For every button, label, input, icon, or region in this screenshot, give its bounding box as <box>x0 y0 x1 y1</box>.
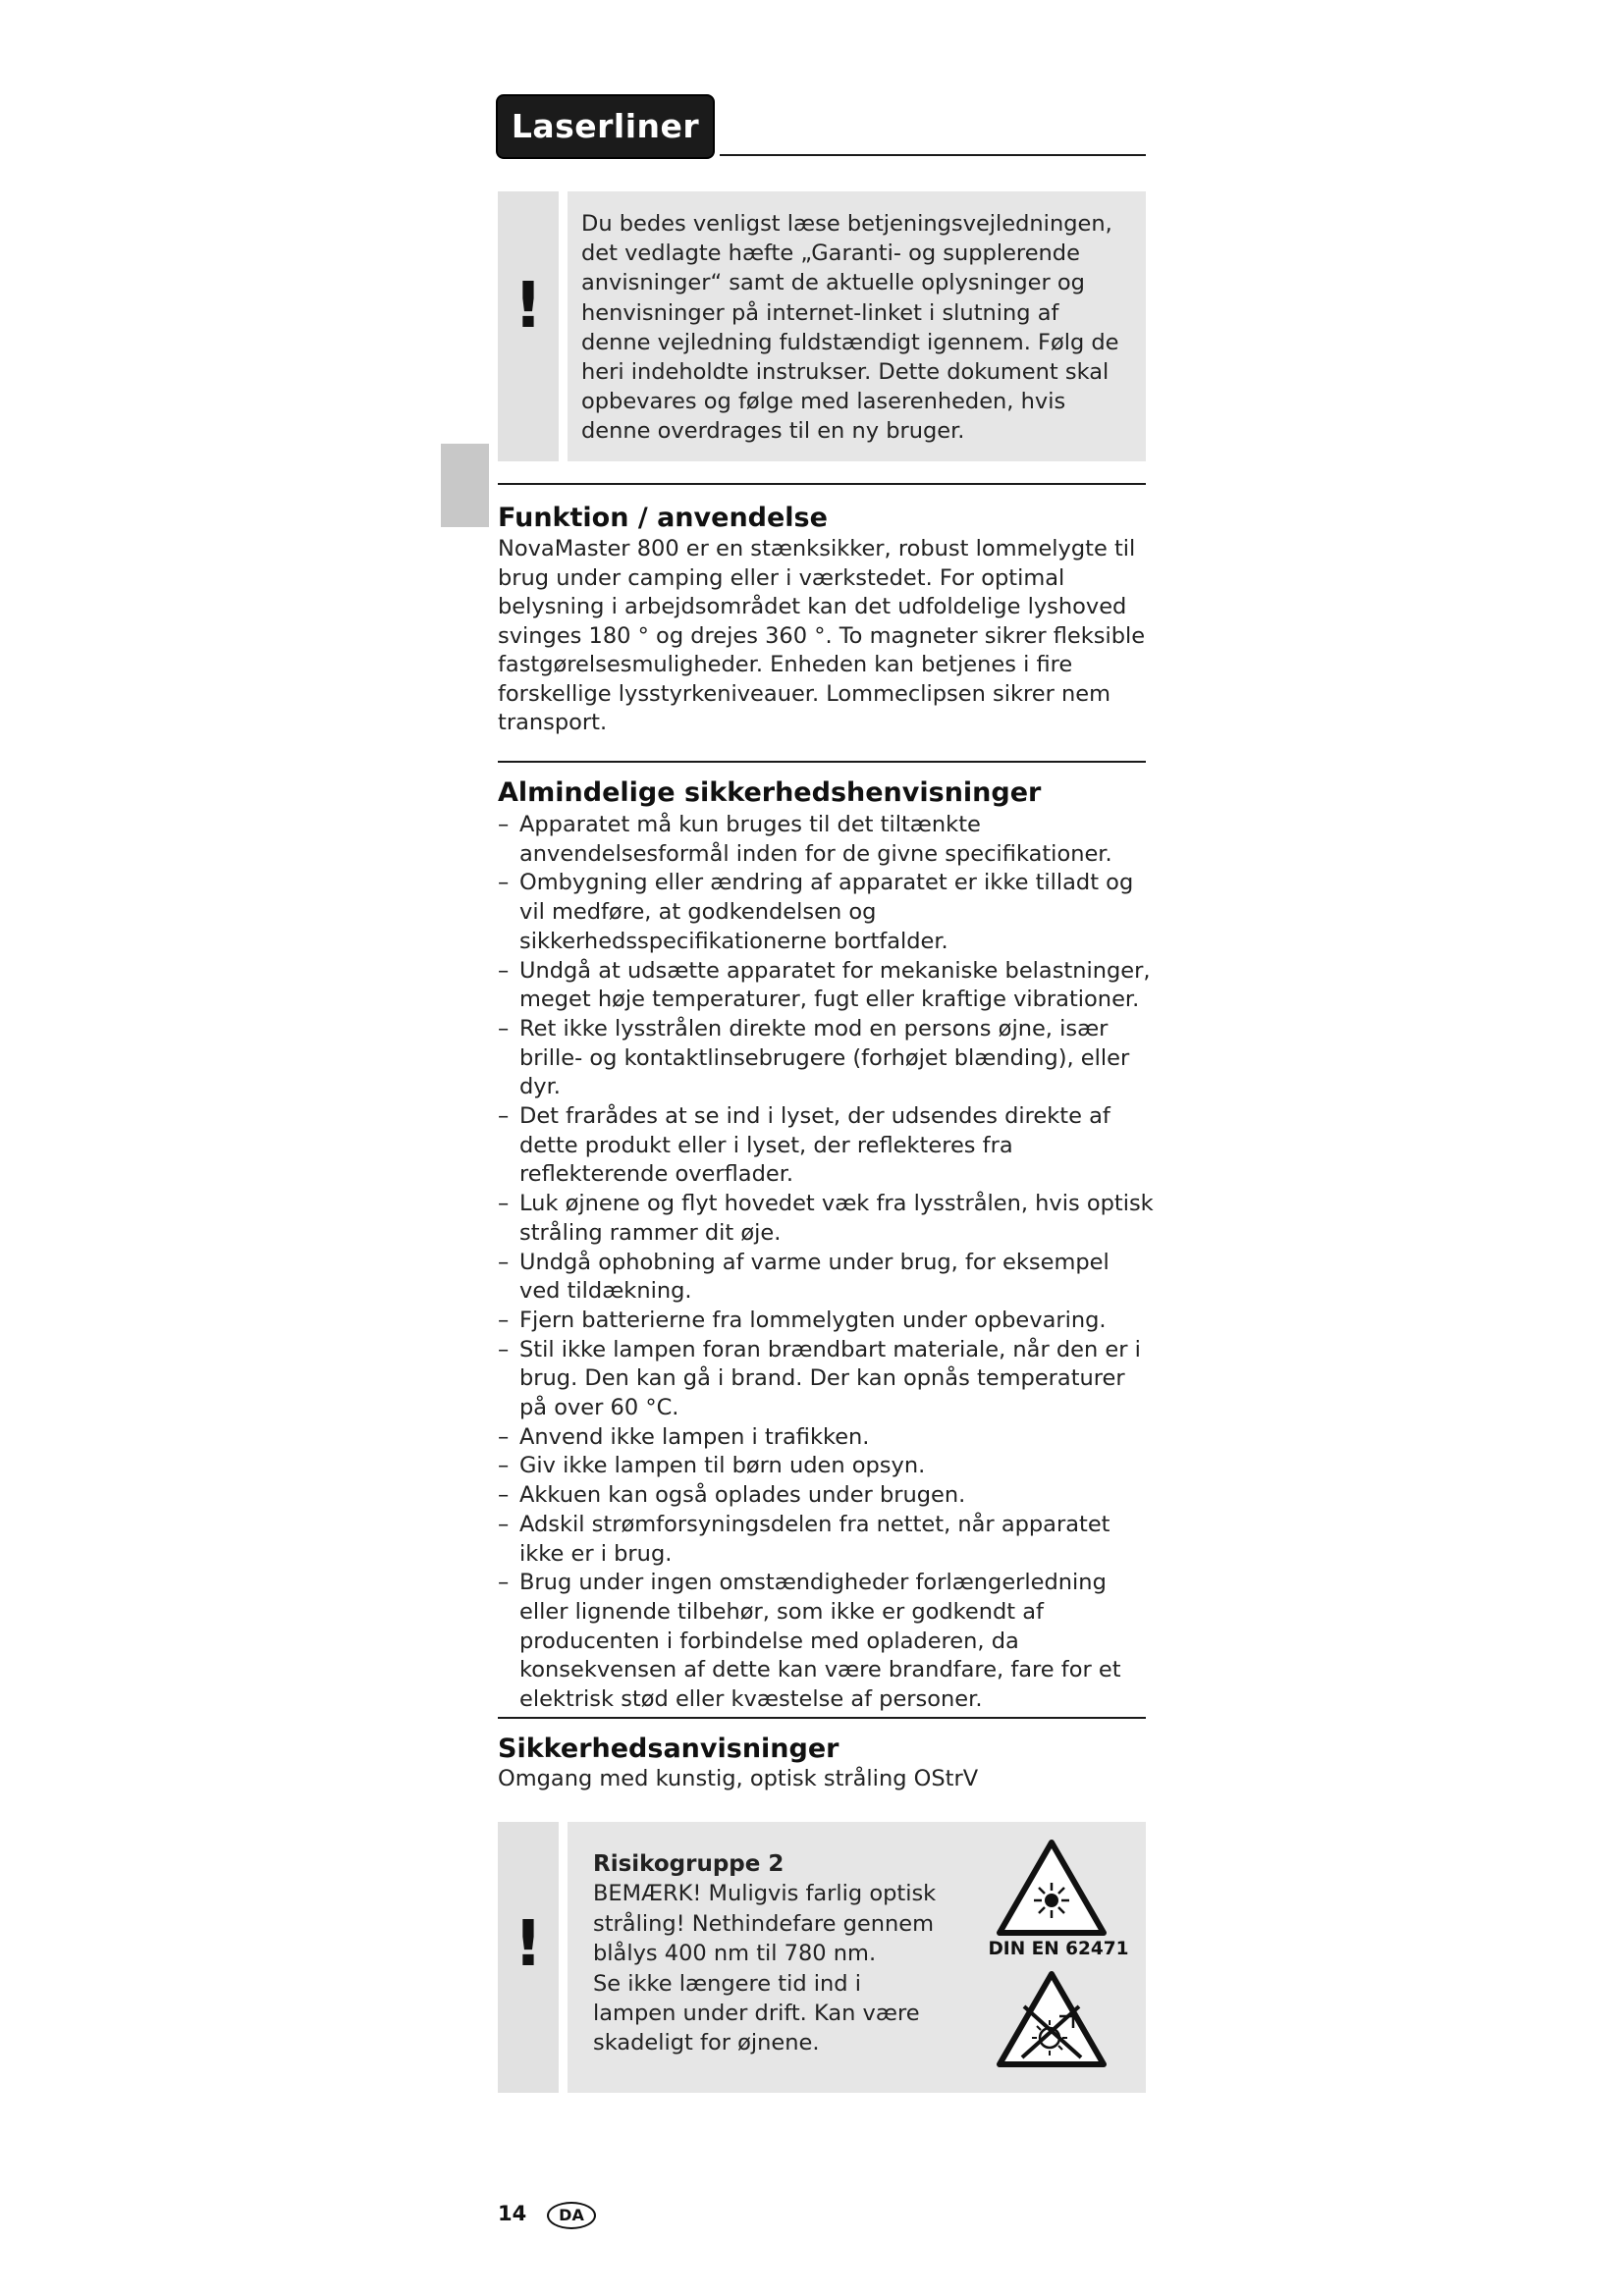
notice-text: Du bedes venligst læse betjeningsvejledningen, det vedlagte hæfte „Garanti- og supplerende anvisninger“ samt de aktuelle oplysninger og henvisninger på internet-linket i slutning af denne vejledning fuldstændigt igennem. Følg de heri indeholdte instrukser. Dette dokument skal opbevares og følge med laserenheden, hvis denne overdrages til en ny bruger. <box>581 211 1119 445</box>
list-item: – Ombygning eller ændring af apparatet er ikke tilladt og vil medføre, at godkendelsen og sikkerhedsspecifikationerne bortfalder. <box>498 869 1156 956</box>
list-item: – Akkuen kan også oplades under brugen. <box>498 1481 1156 1511</box>
list-item: – Fjern batterierne fra lommelygten under opbevaring. <box>498 1307 1156 1336</box>
notice-box <box>498 191 1146 461</box>
function-heading: Funktion / anvendelse <box>498 503 828 533</box>
risk-instruction-text: Se ikke længere tid ind i lampen under drift. Kan være skadeligt for øjnene. <box>593 1970 920 2056</box>
exclamation-icon: ! <box>514 270 543 343</box>
list-item: – Luk øjnene og flyt hovedet væk fra lysstrålen, hvis optisk stråling rammer dit øje. <box>498 1190 1156 1248</box>
din-standard-label: DIN EN 62471 <box>988 1939 1129 1959</box>
section-rule <box>498 483 1146 485</box>
page-number: 14 <box>498 2202 527 2225</box>
optical-radiation-warning-icon <box>995 1838 1109 1940</box>
list-item: – Adskil strømforsyningsdelen fra nettet, når apparatet ikke er i brug. <box>498 1511 1156 1569</box>
do-not-stare-into-lamp-icon <box>995 1969 1109 2071</box>
safety-subtitle: Omgang med kunstig, optisk stråling OStrV <box>498 1766 979 1791</box>
list-item: – Undgå ophobning af varme under brug, for eksempel ved tildækning. <box>498 1249 1156 1307</box>
list-item: – Anvend ikke lampen i trafikken. <box>498 1423 1156 1453</box>
risk-group-title: Risikogruppe 2 <box>593 1851 785 1877</box>
list-item: – Stil ikke lampen foran brændbart materiale, når den er i brug. Den kan gå i brand. Der kan opnås temperaturer på over 60 °C. <box>498 1336 1156 1423</box>
risk-text <box>593 1849 947 2058</box>
list-item: – Apparatet må kun bruges til det tiltænkte anvendelsesformål inden for de givne specifikationer. <box>498 811 1156 869</box>
list-item: – Brug under ingen omstændigheder forlængerledning eller lignende tilbehør, som ikke er godkendt af producenten i forbindelse med opladeren, da konsekvensen af dette kan være brandfare, fare for et elektrisk stød eller kvæstelse af personer. <box>498 1569 1156 1715</box>
risk-group-box <box>498 1822 1146 2093</box>
safety-heading: Sikkerhedsanvisninger <box>498 1734 839 1764</box>
list-item: – Giv ikke lampen til børn uden opsyn. <box>498 1452 1156 1481</box>
exclamation-icon: ! <box>514 1908 543 1981</box>
section-rule <box>498 1717 1146 1719</box>
list-item: – Det frarådes at se ind i lyset, der udsendes direkte af dette produkt eller i lyset, der reflekteres fra reflekterende overflader. <box>498 1102 1156 1190</box>
header-rule <box>720 154 1146 156</box>
list-item: – Ret ikke lysstrålen direkte mod en persons øjne, især brille- og kontaktlinsebrugere (forhøjet blænding), eller dyr. <box>498 1015 1156 1102</box>
language-badge: DA <box>547 2202 596 2229</box>
chapter-tab <box>441 444 489 527</box>
laserliner-logo: Laserliner <box>498 96 713 157</box>
general-safety-heading: Almindelige sikkerhedshenvisninger <box>498 777 1042 808</box>
list-item: – Undgå at udsætte apparatet for mekaniske belastninger, meget høje temperaturer, fugt eller kraftige vibrationer. <box>498 957 1156 1015</box>
risk-warning-text: BEMÆRK! Muligvis farlig optisk stråling! Nethindefare gennem blålys 400 nm til 780 nm. <box>593 1881 937 1967</box>
general-safety-list <box>498 811 1156 1715</box>
section-rule <box>498 761 1146 763</box>
function-body: NovaMaster 800 er en stænksikker, robust lommelygte til brug under camping eller i værkstedet. For optimal belysning i arbejdsområdet kan det udfoldelige lyshoved svinges 180 ° og drejes 360 °. To magneter sikrer fleksible fastgørelsesmuligheder. Enheden kan betjenes i fire forskellige lysstyrkeniveauer. Lommeclipsen sikrer nem transport. <box>498 536 1146 735</box>
